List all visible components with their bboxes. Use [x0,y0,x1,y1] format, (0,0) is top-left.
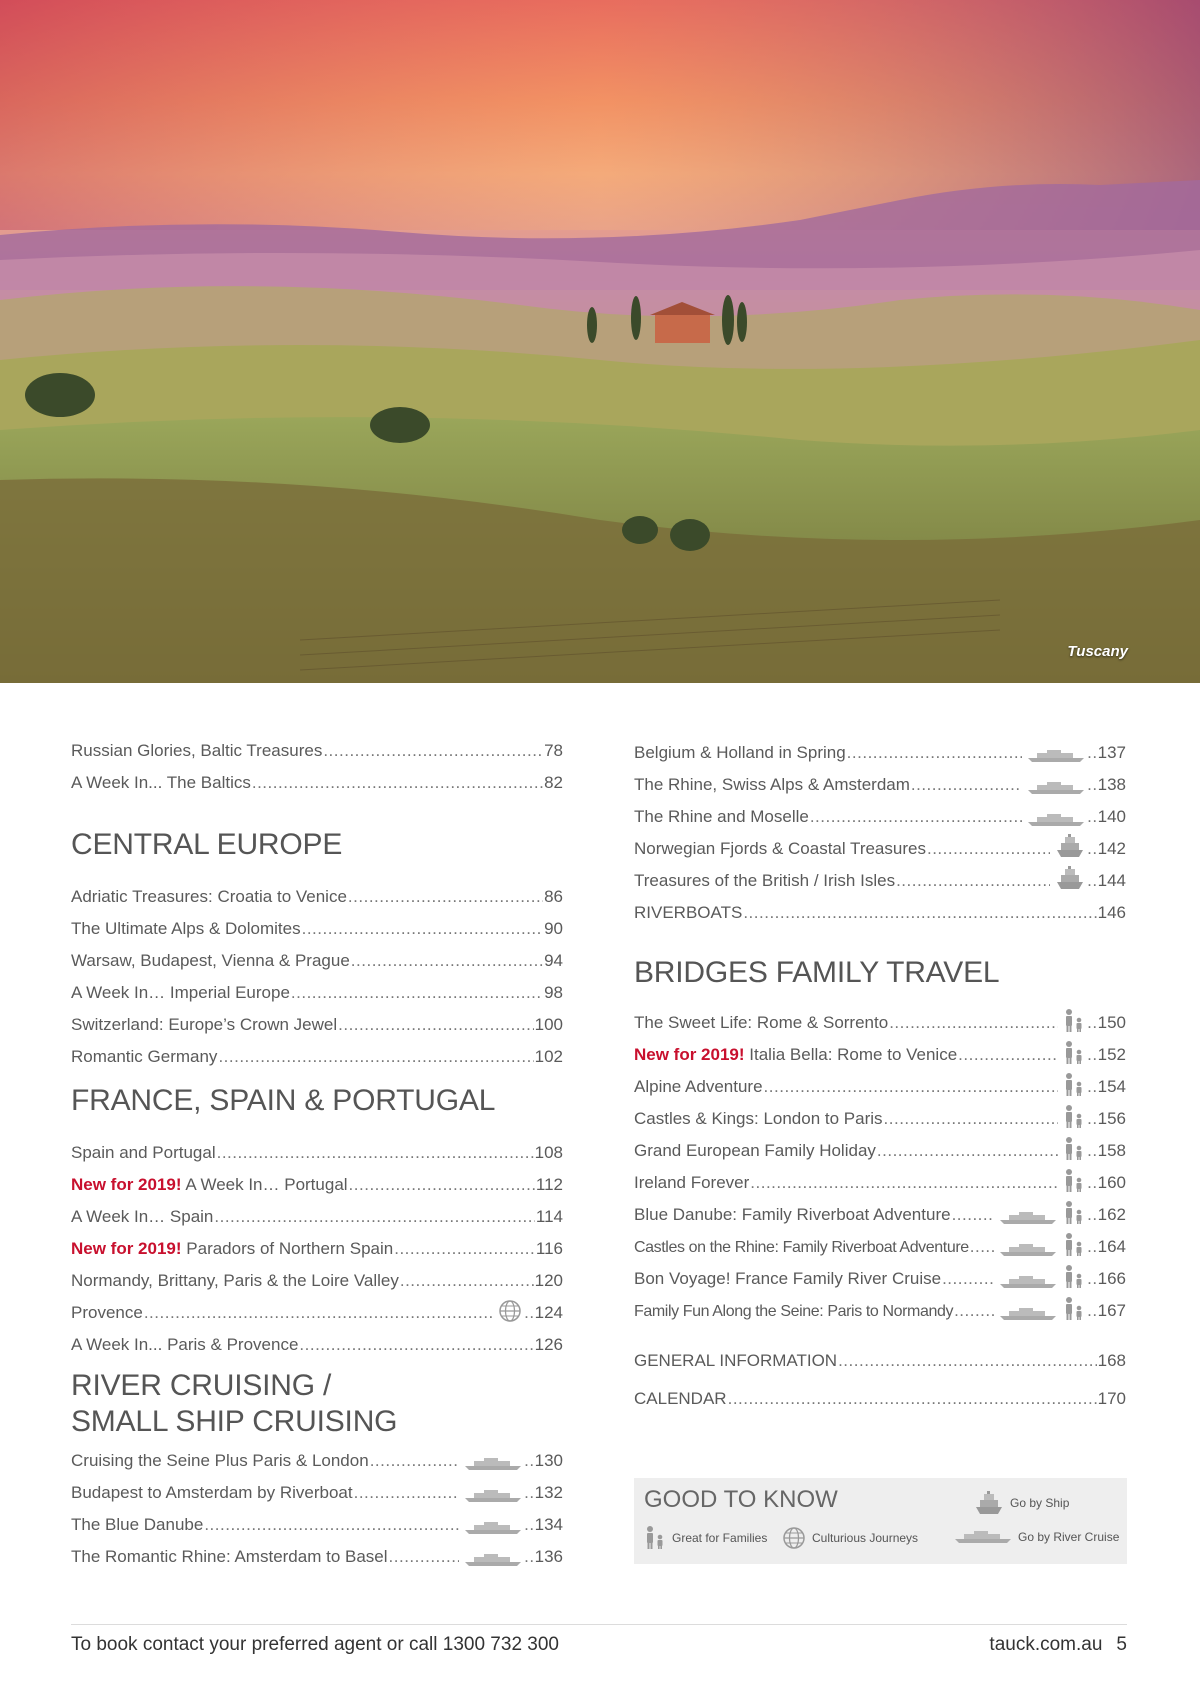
riverboat-icon [1027,749,1085,763]
toc-entry[interactable] [71,1009,563,1035]
entry-title: Treasures of the British / Irish Isles [634,871,896,890]
entry-page: 94 [544,951,563,970]
entry-page: 98 [544,983,563,1002]
entry-page: 132 [534,1483,563,1502]
toc-entry[interactable] [71,881,563,907]
section-heading-bridges-family-travel: BRIDGES FAMILY TRAVEL [634,956,1000,989]
toc-entry[interactable]: Cruising the Seine Plus Paris & London ..... .. 130 [71,1445,563,1471]
entry-page: 166 [1097,1269,1126,1288]
new-badge: New for 2019! [634,1045,745,1064]
toc-entry[interactable] [71,1137,563,1163]
toc-entry[interactable]: The Romantic Rhine: Amsterdam to Basel ..... .. 136 [71,1541,563,1567]
riverboat-icon [1027,781,1085,795]
entry-page: 158 [1097,1141,1126,1160]
entry-title: Russian Glories, Baltic Treasures [71,741,323,760]
legend-river-label: Go by River Cruise [1018,1530,1120,1544]
photo-caption: Tuscany [1067,643,1128,660]
entry-title: A Week In... Paris & Provence [71,1335,299,1354]
entry-title: A Week In... The Baltics [71,773,251,792]
entry-title: Castles & Kings: London to Paris [634,1109,883,1128]
entry-page: 142 [1097,839,1126,858]
toc-entry[interactable]: Budapest to Amsterdam by Riverboat ..... .. 132 [71,1477,563,1503]
riverboat-icon [999,1307,1057,1321]
entry-title-text: Italia Bella: Rome to Venice [744,1045,958,1064]
riverboat-icon [464,1553,522,1567]
toc-entry[interactable]: Blue Danube: Family Riverboat Adventure ..... .. 162 [634,1199,1126,1225]
entry-title: The Sweet Life: Rome & Sorrento [634,1013,889,1032]
entry-title: Switzerland: Europe’s Crown Jewel [71,1015,338,1034]
footer-right [989,1634,1127,1656]
riverboat-icon [464,1457,522,1471]
family-icon [1063,1233,1085,1257]
legend-title: GOOD TO KNOW [644,1486,838,1513]
legend-families [644,1526,767,1550]
toc-entry[interactable]: Family Fun Along the Seine: Paris to Normandy ..... .. 167 [634,1295,1126,1321]
legend-families-label: Great for Families [672,1531,768,1545]
entry-page: 134 [534,1515,563,1534]
toc-entry[interactable] [634,1383,1126,1409]
entry-title: The Rhine and Moselle [634,807,809,826]
hero-photo [0,0,1200,683]
heading-line: SMALL SHIP CRUISING [71,1405,398,1438]
toc-entry[interactable] [71,977,563,1003]
entry-title: The Ultimate Alps & Dolomites [71,919,301,938]
entry-title: Warsaw, Budapest, Vienna & Prague [71,951,350,970]
new-badge: New for 2019! [71,1239,182,1258]
toc-entry[interactable] [71,945,563,971]
entry-page: 150 [1097,1013,1126,1032]
tuscany-landscape [0,0,1200,683]
toc-entry[interactable]: Alpine Adventure ..... .. 154 [634,1071,1126,1097]
toc-entry[interactable]: Bon Voyage! France Family River Cruise ..... .. 166 [634,1263,1126,1289]
family-icon [644,1526,666,1550]
entry-title: Grand European Family Holiday [634,1141,876,1160]
legend-river [954,1530,1119,1544]
toc-entry[interactable] [71,1233,563,1259]
section-heading-river-cruising [71,1368,397,1440]
entry-title: CALENDAR [634,1389,727,1408]
entry-page: 140 [1097,807,1126,826]
entry-title: Norwegian Fjords & Coastal Treasures [634,839,926,858]
footer-divider [71,1624,1127,1625]
entry-page: 154 [1097,1077,1126,1096]
toc-entry[interactable]: Grand European Family Holiday ..... .. 158 [634,1135,1126,1161]
entry-title: Normandy, Brittany, Paris & the Loire Valley [71,1271,399,1290]
globe-icon [782,1526,806,1550]
entry-page: 112 [535,1175,563,1194]
family-icon [1063,1169,1085,1193]
entry-page: 156 [1097,1109,1126,1128]
entry-title [71,1239,393,1259]
new-badge: New for 2019! [71,1175,182,1194]
toc-entry[interactable]: Castles & Kings: London to Paris ..... .. 156 [634,1103,1126,1129]
ship-icon [1055,833,1085,859]
section-heading-central-europe: CENTRAL EUROPE [71,828,343,861]
entry-page: 138 [1097,775,1126,794]
family-icon [1063,1009,1085,1033]
toc-entry[interactable]: Castles on the Rhine: Family Riverboat Adventure ..... .. 164 [634,1231,1126,1257]
toc-entry[interactable]: New for 2019! Italia Bella: Rome to Venice ..... .. 152 [634,1039,1126,1065]
family-icon [1063,1137,1085,1161]
entry-title: Provence [71,1303,143,1322]
toc-entry[interactable] [71,1201,563,1227]
entry-page: 82 [544,773,563,792]
entry-title: Ireland Forever [634,1173,750,1192]
toc-entry[interactable] [71,1041,563,1067]
toc-entry[interactable] [71,913,563,939]
ship-icon [1055,865,1085,891]
family-icon [1063,1297,1085,1321]
toc-entry[interactable]: The Blue Danube ..... .. 134 [71,1509,563,1535]
section-heading-france-spain-portugal: FRANCE, SPAIN & PORTUGAL [71,1084,496,1117]
toc-entry[interactable] [71,735,563,761]
riverboat-icon [999,1211,1057,1225]
toc-entry[interactable]: Ireland Forever ..... .. 160 [634,1167,1126,1193]
entry-page: 164 [1097,1237,1126,1256]
toc-entry[interactable] [71,1265,563,1291]
riverboat-icon [464,1521,522,1535]
family-icon [1063,1265,1085,1289]
entry-page: 162 [1097,1205,1126,1224]
toc-entry[interactable]: Norwegian Fjords & Coastal Treasures ..... .. 142 [634,833,1126,859]
entry-title: Bon Voyage! France Family River Cruise [634,1269,942,1288]
entry-title: The Rhine, Swiss Alps & Amsterdam [634,775,910,794]
toc-entry[interactable] [71,1329,563,1355]
toc-entry[interactable]: The Sweet Life: Rome & Sorrento ..... .. 150 [634,1007,1126,1033]
entry-title: Belgium & Holland in Spring [634,743,846,762]
toc-entry[interactable]: The Rhine, Swiss Alps & Amsterdam ..... .. 138 [634,769,1126,795]
riverboat-icon [999,1275,1057,1289]
entry-page: 152 [1097,1045,1126,1064]
entry-title: Romantic Germany [71,1047,218,1066]
footer-booking-text: To book contact your preferred agent or call 1300 732 300 [71,1634,559,1655]
entry-page: 116 [535,1239,563,1258]
entry-title [634,1045,957,1065]
entry-page: 130 [534,1451,563,1470]
entry-title: Family Fun Along the Seine: Paris to Normandy [634,1303,954,1320]
toc-entry[interactable]: Treasures of the British / Irish Isles ..... .. 144 [634,865,1126,891]
entry-page: 160 [1097,1173,1126,1192]
entry-title: The Romantic Rhine: Amsterdam to Basel [71,1547,388,1566]
entry-title: Castles on the Rhine: Family Riverboat Adventure [634,1239,969,1256]
entry-page: 167 [1097,1301,1126,1320]
toc-entry[interactable] [71,1169,563,1195]
toc-entry[interactable] [634,897,1126,923]
legend-culturious [782,1526,918,1550]
entry-title: The Blue Danube [71,1515,204,1534]
entry-page: 114 [535,1207,563,1226]
entry-title: A Week In… Imperial Europe [71,983,290,1002]
legend-culturious-label: Culturious Journeys [812,1531,919,1545]
riverboat-icon [999,1243,1057,1257]
family-icon [1063,1041,1085,1065]
entry-title: Alpine Adventure [634,1077,763,1096]
entry-page: 78 [544,741,563,760]
entry-page: 137 [1097,743,1126,762]
entry-title: Budapest to Amsterdam by Riverboat [71,1483,353,1502]
entry-page: 136 [534,1547,563,1566]
entry-page: 146 [1097,903,1126,922]
riverboat-icon [954,1530,1012,1544]
entry-page: 124 [534,1303,563,1322]
entry-page: 144 [1097,871,1126,890]
entry-title-text: A Week In… Portugal [181,1175,348,1194]
riverboat-icon [464,1489,522,1503]
entry-page: 86 [544,887,563,906]
entry-title: Cruising the Seine Plus Paris & London [71,1451,369,1470]
heading-line: RIVER CRUISING / [71,1369,332,1402]
family-icon [1063,1201,1085,1225]
entry-page: 170 [1097,1389,1126,1408]
toc-entry[interactable]: The Rhine and Moselle ..... .. 140 [634,801,1126,827]
entry-title-text: Paradors of Northern Spain [181,1239,394,1258]
website-link[interactable]: tauck.com.au [989,1634,1103,1655]
toc-entry[interactable]: Belgium & Holland in Spring ..... .. 137 [634,737,1126,763]
entry-page: 168 [1097,1351,1126,1370]
page-number: 5 [1116,1634,1127,1655]
toc-entry[interactable]: Provence ..... .. 124 [71,1297,563,1323]
family-icon [1063,1073,1085,1097]
legend-ship-label: Go by Ship [1010,1496,1070,1510]
entry-title: A Week In… Spain [71,1207,214,1226]
entry-title: Adriatic Treasures: Croatia to Venice [71,887,347,906]
family-icon [1063,1105,1085,1129]
entry-title: Spain and Portugal [71,1143,216,1162]
riverboat-icon [1027,813,1085,827]
globe-icon [498,1299,522,1323]
entry-page: 102 [534,1047,563,1066]
ship-icon [974,1490,1004,1516]
toc-entry[interactable] [634,1345,1126,1371]
entry-page: 90 [544,919,563,938]
entry-page: 108 [534,1143,563,1162]
entry-title: RIVERBOATS [634,903,743,922]
good-to-know-legend [634,1478,1127,1564]
entry-title: GENERAL INFORMATION [634,1351,838,1370]
legend-ship [974,1490,1069,1516]
entry-title [71,1175,348,1195]
toc-entry[interactable] [71,767,563,793]
entry-title: Blue Danube: Family Riverboat Adventure [634,1205,951,1224]
entry-page: 126 [534,1335,563,1354]
entry-page: 120 [534,1271,563,1290]
entry-page: 100 [534,1015,563,1034]
